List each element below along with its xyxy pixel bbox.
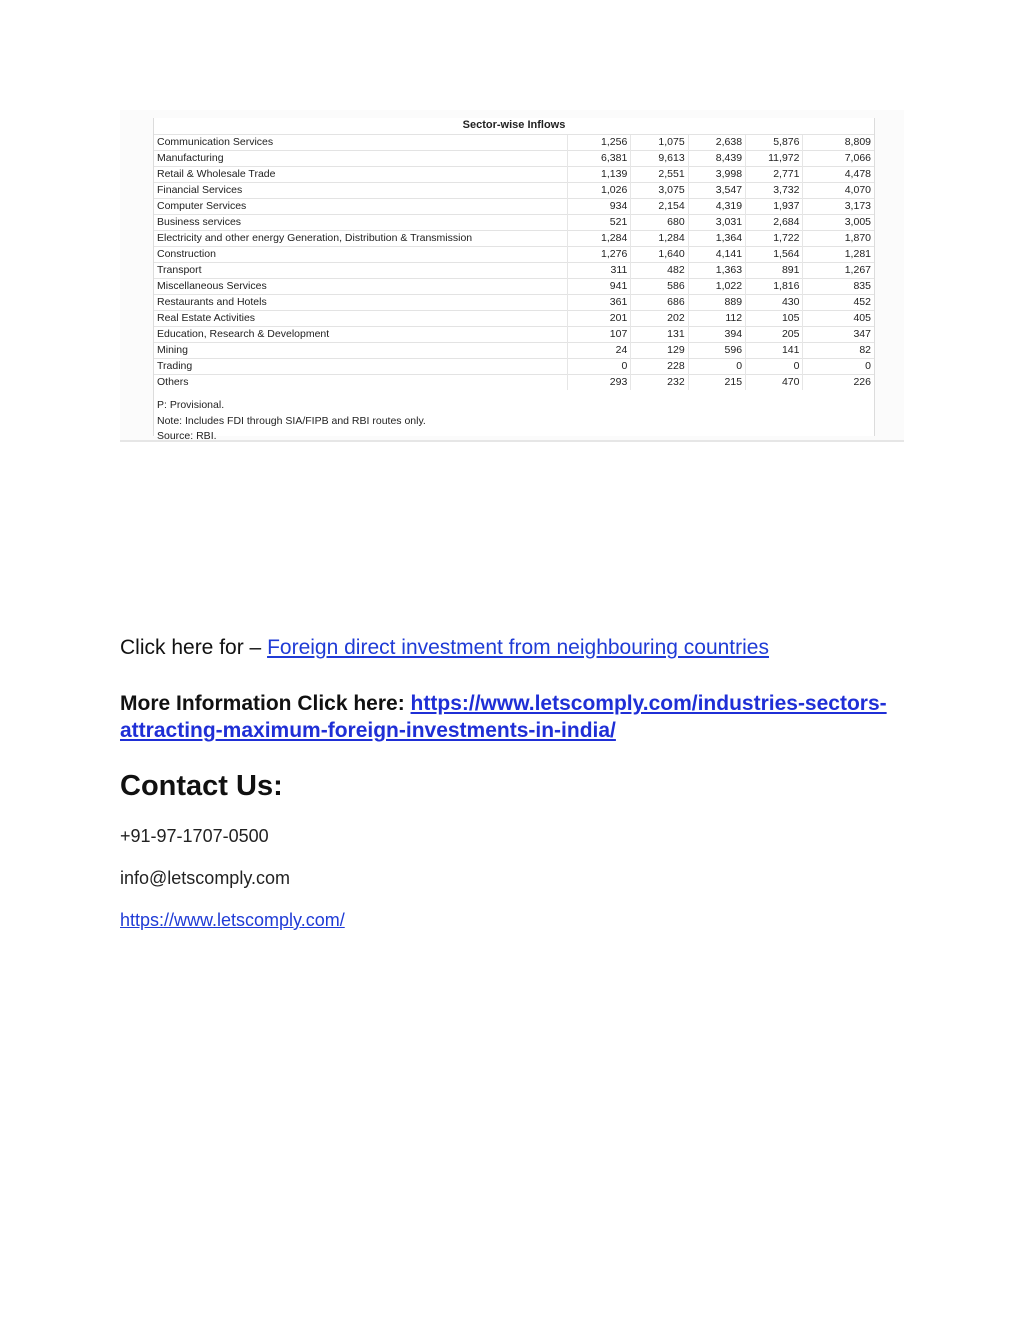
sector-name-cell: Construction	[154, 247, 567, 263]
value-cell: 1,256	[567, 135, 630, 151]
value-cell: 1,364	[688, 231, 745, 247]
table-row	[154, 327, 874, 343]
sector-name-cell: Transport	[154, 263, 567, 279]
value-cell: 452	[803, 295, 874, 311]
value-cell: 3,075	[631, 183, 688, 199]
value-cell: 105	[746, 311, 803, 327]
value-cell: 1,276	[567, 247, 630, 263]
sector-name-cell: Business services	[154, 215, 567, 231]
sector-name-cell: Restaurants and Hotels	[154, 295, 567, 311]
value-cell: 228	[631, 359, 688, 375]
contact-heading: Contact Us:	[120, 770, 283, 802]
sector-name-cell: Manufacturing	[154, 151, 567, 167]
value-cell: 686	[631, 295, 688, 311]
table-row	[154, 151, 874, 167]
value-cell: 891	[746, 263, 803, 279]
value-cell: 1,284	[631, 231, 688, 247]
value-cell: 934	[567, 199, 630, 215]
neighbouring-countries-line	[120, 636, 769, 660]
table-row	[154, 215, 874, 231]
table-notes	[157, 398, 426, 445]
table-row	[154, 343, 874, 359]
table-row	[154, 135, 874, 151]
note-source: Source: RBI.	[157, 430, 217, 442]
value-cell: 347	[803, 327, 874, 343]
table-row	[154, 279, 874, 295]
value-cell: 9,613	[631, 151, 688, 167]
value-cell: 430	[746, 295, 803, 311]
value-cell: 2,154	[631, 199, 688, 215]
contact-website-link[interactable]: https://www.letscomply.com/	[120, 910, 345, 930]
table-row	[154, 375, 874, 391]
value-cell: 11,972	[746, 151, 803, 167]
sector-name-cell: Real Estate Activities	[154, 311, 567, 327]
value-cell: 4,319	[688, 199, 745, 215]
table-row	[154, 247, 874, 263]
sector-name-cell: Miscellaneous Services	[154, 279, 567, 295]
sector-inflows-table-image	[120, 110, 904, 442]
value-cell: 1,267	[803, 263, 874, 279]
note-provisional: P: Provisional.	[157, 399, 225, 411]
value-cell: 3,732	[746, 183, 803, 199]
value-cell: 2,551	[631, 167, 688, 183]
value-cell: 3,998	[688, 167, 745, 183]
sector-name-cell: Electricity and other energy Generation, Distribution & Transmission	[154, 231, 567, 247]
value-cell: 3,031	[688, 215, 745, 231]
sector-name-cell: Others	[154, 375, 567, 391]
sector-name-cell: Computer Services	[154, 199, 567, 215]
more-information-paragraph	[120, 690, 910, 744]
value-cell: 6,381	[567, 151, 630, 167]
value-cell: 941	[567, 279, 630, 295]
value-cell: 205	[746, 327, 803, 343]
value-cell: 0	[746, 359, 803, 375]
value-cell: 835	[803, 279, 874, 295]
value-cell: 112	[688, 311, 745, 327]
value-cell: 3,173	[803, 199, 874, 215]
value-cell: 232	[631, 375, 688, 391]
fdi-neighbouring-countries-link[interactable]: Foreign direct investment from neighbouring countries	[267, 636, 769, 659]
value-cell: 24	[567, 343, 630, 359]
value-cell: 1,022	[688, 279, 745, 295]
value-cell: 311	[567, 263, 630, 279]
note-routes: Note: Includes FDI through SIA/FIPB and RBI routes only.	[157, 414, 426, 427]
value-cell: 394	[688, 327, 745, 343]
value-cell: 1,026	[567, 183, 630, 199]
value-cell: 5,876	[746, 135, 803, 151]
value-cell: 129	[631, 343, 688, 359]
value-cell: 596	[688, 343, 745, 359]
table-row	[154, 311, 874, 327]
value-cell: 680	[631, 215, 688, 231]
table-title: Sector-wise Inflows	[462, 119, 566, 131]
value-cell: 201	[567, 311, 630, 327]
sector-name-cell: Education, Research & Development	[154, 327, 567, 343]
value-cell: 4,478	[803, 167, 874, 183]
value-cell: 1,640	[631, 247, 688, 263]
value-cell: 0	[567, 359, 630, 375]
value-cell: 4,070	[803, 183, 874, 199]
value-cell: 4,141	[688, 247, 745, 263]
value-cell: 405	[803, 311, 874, 327]
value-cell: 3,547	[688, 183, 745, 199]
value-cell: 1,937	[746, 199, 803, 215]
value-cell: 889	[688, 295, 745, 311]
value-cell: 0	[803, 359, 874, 375]
value-cell: 215	[688, 375, 745, 391]
value-cell: 8,809	[803, 135, 874, 151]
value-cell: 107	[567, 327, 630, 343]
more-info-url-link[interactable]: https://www.letscomply.com/industries-sectors-attracting-maximum-foreign-investments-in-india/	[120, 692, 887, 742]
value-cell: 1,870	[803, 231, 874, 247]
table-row	[154, 231, 874, 247]
table-row	[154, 199, 874, 215]
value-cell: 0	[688, 359, 745, 375]
value-cell: 2,638	[688, 135, 745, 151]
value-cell: 3,005	[803, 215, 874, 231]
value-cell: 2,771	[746, 167, 803, 183]
contact-phone: +91-97-1707-0500	[120, 826, 269, 846]
value-cell: 141	[746, 343, 803, 359]
value-cell: 82	[803, 343, 874, 359]
value-cell: 521	[567, 215, 630, 231]
value-cell: 1,284	[567, 231, 630, 247]
value-cell: 8,439	[688, 151, 745, 167]
sector-name-cell: Financial Services	[154, 183, 567, 199]
table-row	[154, 167, 874, 183]
value-cell: 470	[746, 375, 803, 391]
value-cell: 293	[567, 375, 630, 391]
click-here-prefix: Click here for –	[120, 636, 268, 659]
value-cell: 1,564	[746, 247, 803, 263]
value-cell: 7,066	[803, 151, 874, 167]
value-cell: 226	[803, 375, 874, 391]
sector-name-cell: Communication Services	[154, 135, 567, 151]
value-cell: 586	[631, 279, 688, 295]
value-cell: 131	[631, 327, 688, 343]
value-cell: 482	[631, 263, 688, 279]
table-row	[154, 295, 874, 311]
value-cell: 1,816	[746, 279, 803, 295]
value-cell: 1,139	[567, 167, 630, 183]
value-cell: 1,281	[803, 247, 874, 263]
value-cell: 202	[631, 311, 688, 327]
table-row	[154, 359, 874, 375]
contact-email: info@letscomply.com	[120, 868, 290, 888]
value-cell: 2,684	[746, 215, 803, 231]
table-frame	[153, 118, 875, 442]
table-row	[154, 263, 874, 279]
sector-name-cell: Mining	[154, 343, 567, 359]
more-info-label: More Information Click here:	[120, 692, 411, 715]
value-cell: 1,075	[631, 135, 688, 151]
value-cell: 1,722	[746, 231, 803, 247]
sector-name-cell: Trading	[154, 359, 567, 375]
sector-name-cell: Retail & Wholesale Trade	[154, 167, 567, 183]
sector-table	[154, 134, 874, 390]
value-cell: 361	[567, 295, 630, 311]
table-row	[154, 183, 874, 199]
value-cell: 1,363	[688, 263, 745, 279]
